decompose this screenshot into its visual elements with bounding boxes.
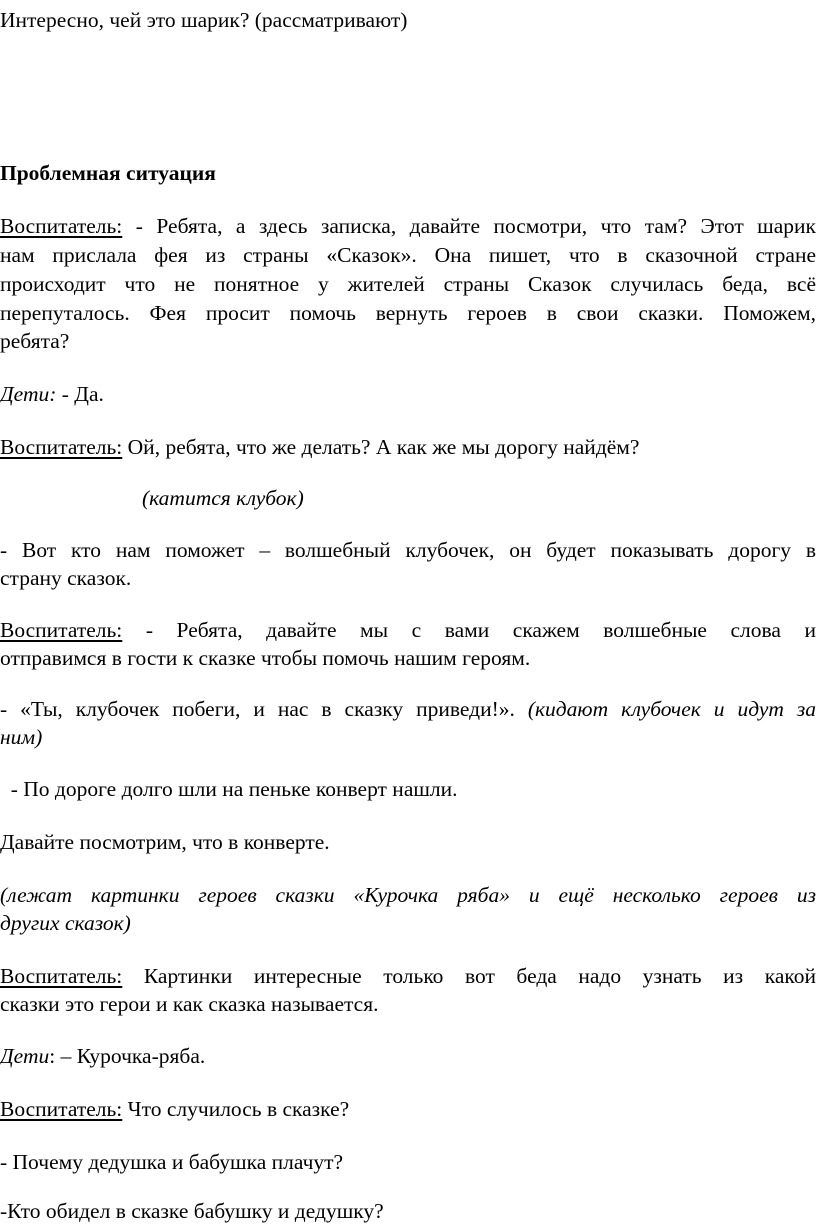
speaker-label: Воспитатель: xyxy=(0,435,123,459)
text-line xyxy=(0,379,816,409)
stage-direction xyxy=(142,483,816,513)
text-line xyxy=(0,211,816,241)
speaker-label: Воспитатель: xyxy=(0,964,123,988)
speaker-label: Дети xyxy=(0,1044,50,1068)
text-line xyxy=(0,240,816,270)
text-line xyxy=(0,694,816,724)
line-text: - Ребята, давайте мы с вами скажем волшебные слова и xyxy=(122,618,816,642)
text-line xyxy=(0,535,816,565)
line-text: страну сказок. xyxy=(0,566,132,590)
line-text: Интересно, чей это шарик? (рассматривают) xyxy=(0,8,408,32)
line-text: - «Ты, клубочек побеги, и нас в сказку приведи!». xyxy=(0,697,528,721)
line-text: - Почему дедушка и бабушка плачут? xyxy=(0,1150,344,1174)
text-line xyxy=(0,1147,816,1177)
speaker-label: Воспитатель: xyxy=(0,618,123,642)
line-text: ребята? xyxy=(0,329,70,353)
text-line xyxy=(0,989,816,1019)
line-text: Картинки интересные только вот беда надо узнать из какой xyxy=(122,964,816,988)
text-line xyxy=(0,563,816,593)
text-line xyxy=(0,5,816,35)
text-line xyxy=(0,298,816,328)
line-text: - По дороге долго шли на пеньке конверт нашли. xyxy=(0,777,458,801)
text-line xyxy=(0,326,816,356)
stage-direction xyxy=(0,722,816,752)
text-line xyxy=(0,1094,816,1124)
line-text: - Ребята, а здесь записка, давайте посмотри, что там? Этот шарик xyxy=(122,214,816,238)
text-line xyxy=(0,1196,816,1226)
line-text: Что случилось в сказке? xyxy=(122,1097,350,1121)
text-line xyxy=(0,432,816,462)
line-text: нам прислала фея из страны «Сказок». Она пишет, что в сказочной стране xyxy=(0,243,816,267)
speaker-label: Дети: xyxy=(0,382,57,406)
line-text: -Кто обидел в сказке бабушку и дедушку? xyxy=(0,1199,384,1223)
section-heading xyxy=(0,158,816,188)
line-text: Ой, ребята, что же делать? А как же мы дорогу найдём? xyxy=(122,435,640,459)
heading-text: Проблемная ситуация xyxy=(0,161,216,185)
text-line xyxy=(0,615,816,645)
text-line xyxy=(0,961,816,991)
stage-direction xyxy=(0,880,816,910)
line-text: Давайте посмотрим, что в конверте. xyxy=(0,830,330,854)
text-line xyxy=(0,1041,816,1071)
stage-direction: (кидают клубочек и идут за xyxy=(527,697,816,721)
line-text: происходит что не понятное у жителей страны Сказок случилась беда, всё xyxy=(0,272,816,296)
speaker-label: Воспитатель: xyxy=(0,214,123,238)
line-text: отправимся в гости к сказке чтобы помочь нашим героям. xyxy=(0,646,531,670)
line-text: : – Курочка-ряба. xyxy=(49,1044,206,1068)
stage-direction xyxy=(0,908,816,938)
line-text: перепуталось. Фея просит помочь вернуть героев в свои сказки. Поможем, xyxy=(0,301,816,325)
speaker-label: Воспитатель: xyxy=(0,1097,123,1121)
line-text: (лежат картинки героев сказки «Курочка ряба» и ещё несколько героев из xyxy=(0,883,816,907)
text-line xyxy=(0,827,816,857)
line-text: - Да. xyxy=(56,382,104,406)
line-text: других сказок) xyxy=(0,911,131,935)
line-text: - Вот кто нам поможет – волшебный клубочек, он будет показывать дорогу в xyxy=(0,538,816,562)
line-text: сказки это герои и как сказка называется. xyxy=(0,992,379,1016)
line-text: (катится клубок) xyxy=(142,486,304,510)
text-line xyxy=(0,643,816,673)
line-text: ним) xyxy=(0,725,43,749)
text-line xyxy=(0,774,816,804)
text-line xyxy=(0,269,816,299)
